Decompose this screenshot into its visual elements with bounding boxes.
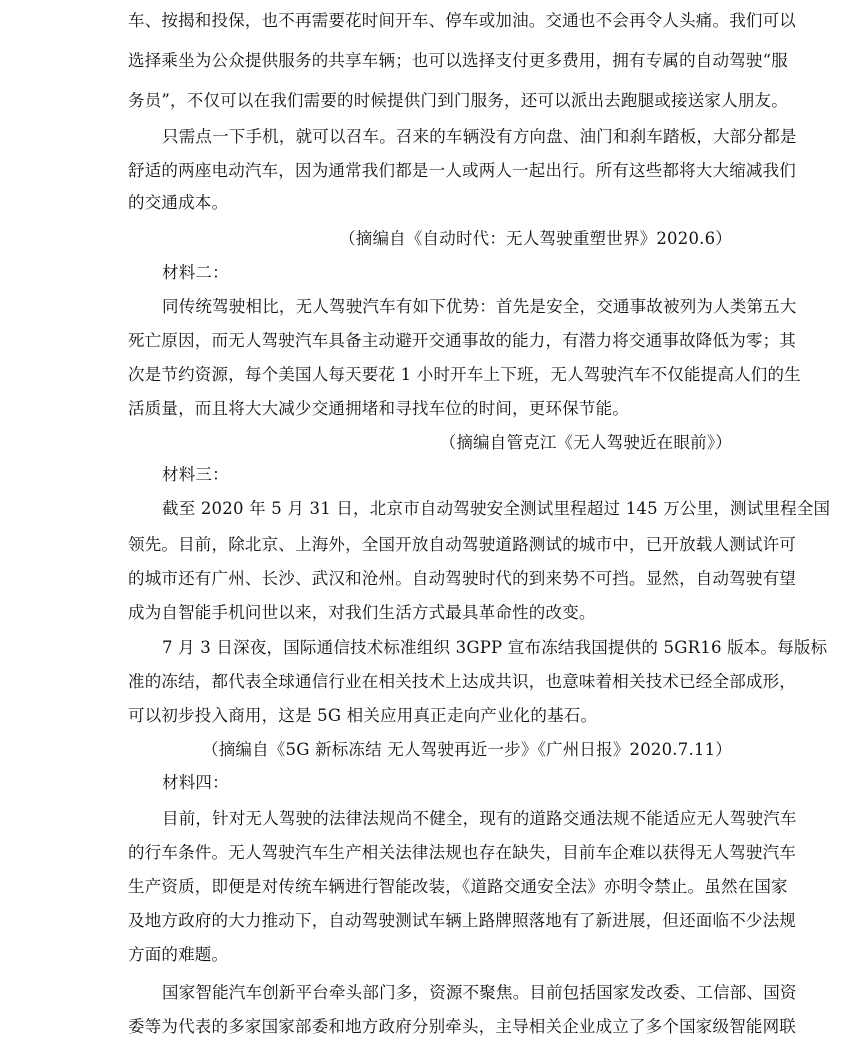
text-line: 截至 2020 年 5 月 31 日，北京市自动驾驶安全测试里程超过 145 万公里，测试里程全国 <box>162 499 831 518</box>
text-line: 准的冻结，都代表全球通信行业在相关技术上达成共识，也意味着相关技术已经全部成形， <box>128 672 796 691</box>
source-citation: （摘编自管克江《无人驾驶近在眼前》） <box>439 433 732 452</box>
text-line: 国家智能汽车创新平台牵头部门多，资源不聚焦。目前包括国家发改委、工信部、国资 <box>162 983 797 1002</box>
text-line: 方面的难题。 <box>128 945 229 964</box>
section-heading: 材料三： <box>162 465 229 484</box>
text-line: 委等为代表的多家国家部委和地方政府分别牵头，主导相关企业成立了多个国家级智能网联 <box>128 1017 796 1036</box>
source-citation: （摘编自《自动时代：无人驾驶重塑世界》2020.6） <box>339 229 732 248</box>
text-line: 同传统驾驶相比，无人驾驶汽车有如下优势：首先是安全，交通事故被列为人类第五大 <box>162 297 797 316</box>
text-line: 的交通成本。 <box>128 193 229 212</box>
source-citation: （摘编自《5G 新标冻结 无人驾驶再近一步》《广州日报》2020.7.11） <box>202 740 732 759</box>
text-line: 车、按揭和投保，也不再需要花时间开车、停车或加油。交通也不会再令人头痛。我们可以 <box>128 11 796 30</box>
text-line: 领先。目前，除北京、上海外，全国开放自动驾驶道路测试的城市中，已开放载人测试许可 <box>128 535 796 554</box>
text-line: 可以初步投入商用，这是 5G 相关应用真正走向产业化的基石。 <box>128 706 598 725</box>
text-line: 生产资质，即便是对传统车辆进行智能改装，《道路交通安全法》亦明令禁止。虽然在国家 <box>128 877 788 896</box>
text-line: 成为自智能手机问世以来，对我们生活方式最具革命性的改变。 <box>128 603 596 622</box>
section-heading: 材料二： <box>162 263 229 282</box>
text-line: 7 月 3 日深夜，国际通信技术标准组织 3GPP 宣布冻结我国提供的 5GR16 版本。每版标 <box>162 638 828 657</box>
text-line: 死亡原因，而无人驾驶汽车具备主动避开交通事故的能力，有潜力将交通事故降低为零；其 <box>128 331 796 350</box>
text-line: 次是节约资源，每个美国人每天要花 1 小时开车上下班，无人驾驶汽车不仅能提高人们的生 <box>128 365 801 384</box>
text-line: 务员”，不仅可以在我们需要的时候提供门到门服务，还可以派出去跑腿或接送家人朋友。 <box>128 91 788 110</box>
text-line: 的行车条件。无人驾驶汽车生产相关法律法规也存在缺失，目前车企难以获得无人驾驶汽车 <box>128 843 796 862</box>
text-line: 及地方政府的大力推动下，自动驾驶测试车辆上路牌照落地有了新进展，但还面临不少法规 <box>128 911 796 930</box>
text-line: 活质量，而且将大大减少交通拥堵和寻找车位的时间，更环保节能。 <box>128 399 629 418</box>
text-line: 的城市还有广州、长沙、武汉和沧州。自动驾驶时代的到来势不可挡。显然，自动驾驶有望 <box>128 569 796 588</box>
text-line: 只需点一下手机，就可以召车。召来的车辆没有方向盘、油门和刹车踏板，大部分都是 <box>162 127 797 146</box>
text-line: 选择乘坐为公众提供服务的共享车辆；也可以选择支付更多费用，拥有专属的自动驾驶“服 <box>128 51 788 70</box>
text-line: 舒适的两座电动汽车，因为通常我们都是一人或两人一起出行。所有这些都将大大缩减我们 <box>128 161 796 180</box>
text-line: 目前，针对无人驾驶的法律法规尚不健全，现有的道路交通法规不能适应无人驾驶汽车 <box>162 809 797 828</box>
section-heading: 材料四： <box>162 773 229 792</box>
